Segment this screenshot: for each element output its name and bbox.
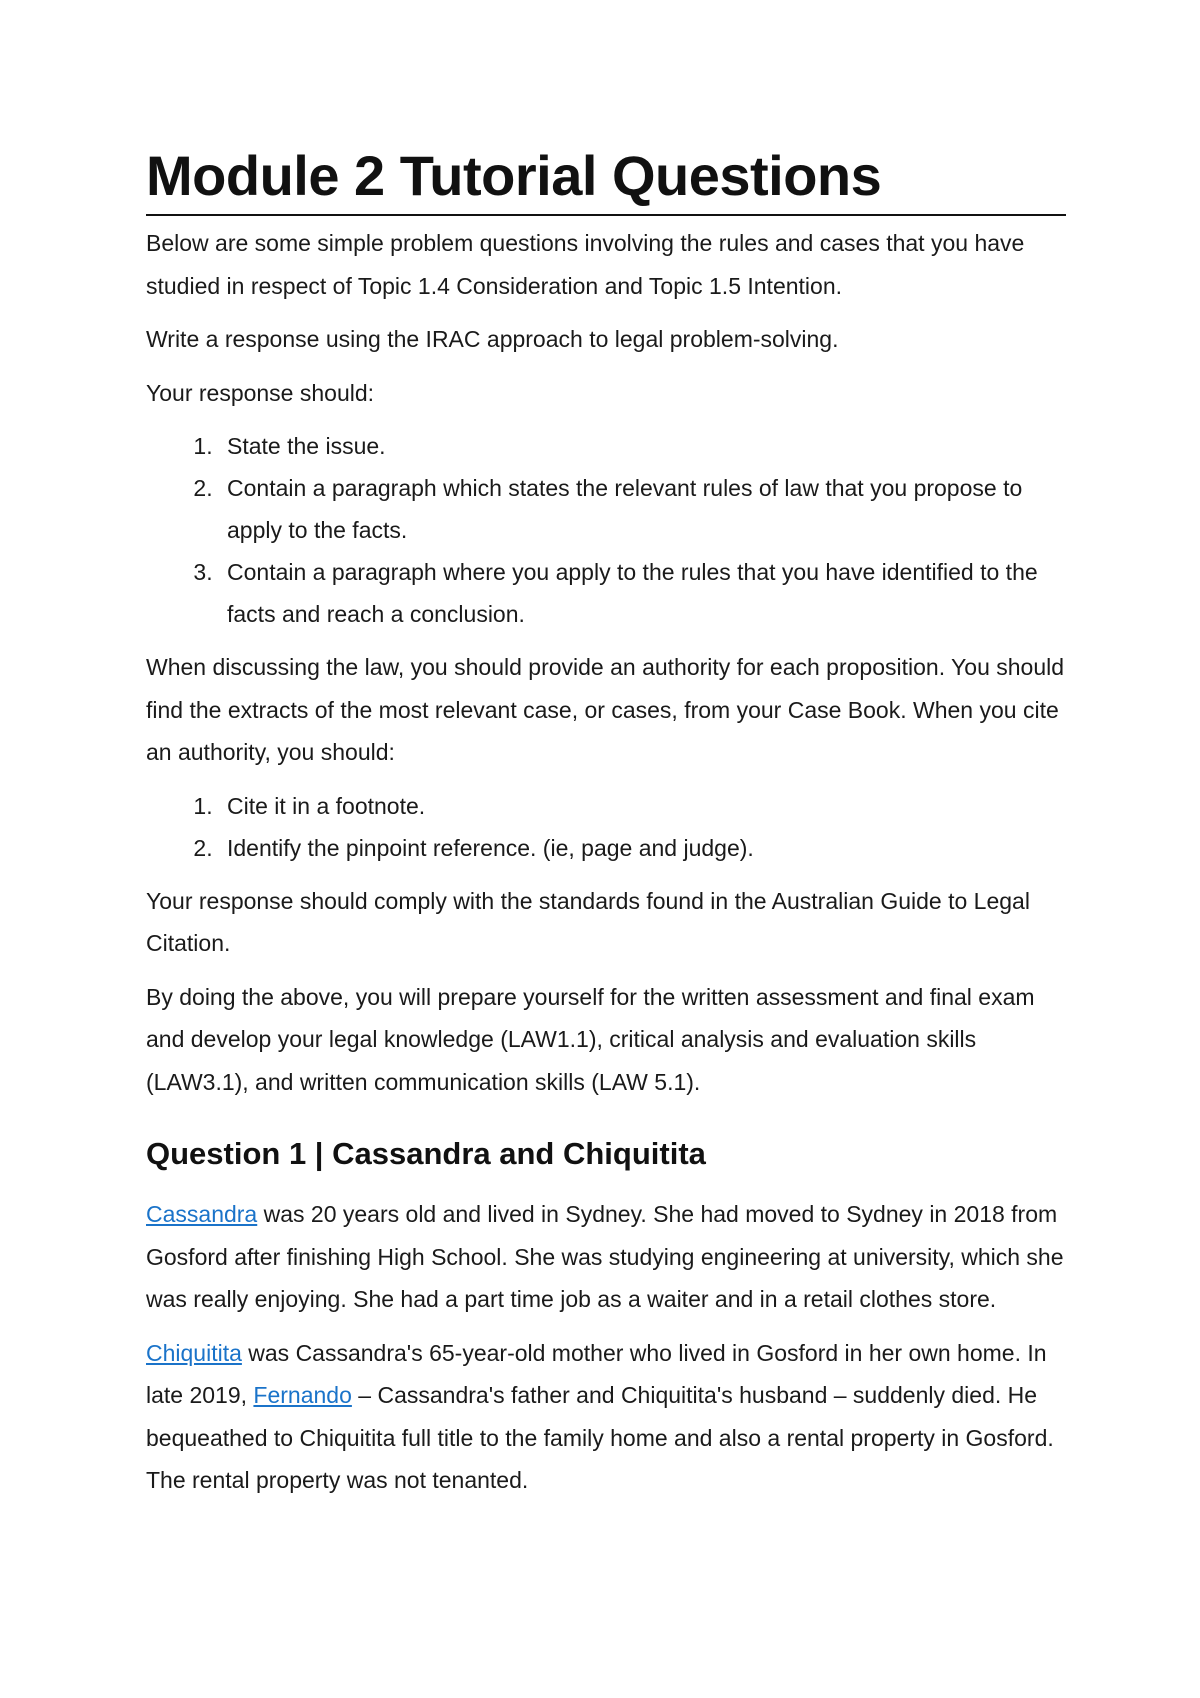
authority-paragraph: When discussing the law, you should provide an authority for each proposition. You should find the extracts of the most relevant case, or cases, from your Case Book. When you cite an authority, you should:: [146, 654, 1065, 765]
question-1-heading: Question 1 | Cassandra and Chiquitita: [146, 1136, 706, 1171]
list-item: 1. State the issue.: [219, 425, 1066, 467]
list-item: 2. Contain a paragraph which states the relevant rules of law that you propose to apply to the facts.: [219, 467, 1066, 551]
chiquitita-link[interactable]: Chiquitita: [146, 1339, 242, 1366]
authority-list: [146, 785, 1066, 869]
irac-instruction: Write a response using the IRAC approach to legal problem-solving.: [146, 326, 839, 352]
question-1-paragraph-2: [146, 1332, 1066, 1502]
citation-paragraph: Your response should comply with the standards found in the Australian Guide to Legal Citation.: [146, 887, 1030, 956]
paragraph-text: – Cassandra's father and Chiquitita's husband – suddenly died. He bequeathed to Chiquitita full title to the family home and also a rental property in Gosford. The rental property was not tenanted.: [146, 1382, 1054, 1493]
list-item: 2. Identify the pinpoint reference. (ie, page and judge).: [219, 827, 1066, 869]
page-title: Module 2 Tutorial Questions: [146, 138, 1066, 216]
intro-paragraph: Below are some simple problem questions involving the rules and cases that you have studied in respect of Topic 1.4 Consideration and Topic 1.5 Intention.: [146, 230, 1025, 299]
list-item: 3. Contain a paragraph where you apply to the rules that you have identified to the facts and reach a conclusion.: [219, 551, 1066, 635]
outcomes-paragraph: By doing the above, you will prepare yourself for the written assessment and final exam and develop your legal knowledge (LAW1.1), critical analysis and evaluation skills (LAW3.1), and written communication skills (LAW 5.1).: [146, 983, 1035, 1095]
fernando-link[interactable]: Fernando: [253, 1382, 352, 1408]
question-1-paragraph-1: [146, 1193, 1066, 1321]
document-page: [146, 138, 1066, 1502]
list-item: 1. Cite it in a footnote.: [219, 785, 1066, 827]
cassandra-link[interactable]: Cassandra: [146, 1201, 258, 1227]
response-lead: Your response should:: [146, 379, 375, 406]
response-list: [146, 425, 1066, 635]
paragraph-text: was 20 years old and lived in Sydney. She had moved to Sydney in 2018 from Gosford after finishing High School. She was studying engineering at university, which she was really enjoying. She had a part time job as a waiter and in a retail clothes store.: [146, 1201, 1064, 1312]
paragraph-text: was Cassandra's 65-year-old mother who lived in Gosford in her own home. In late 2019,: [146, 1339, 1047, 1408]
